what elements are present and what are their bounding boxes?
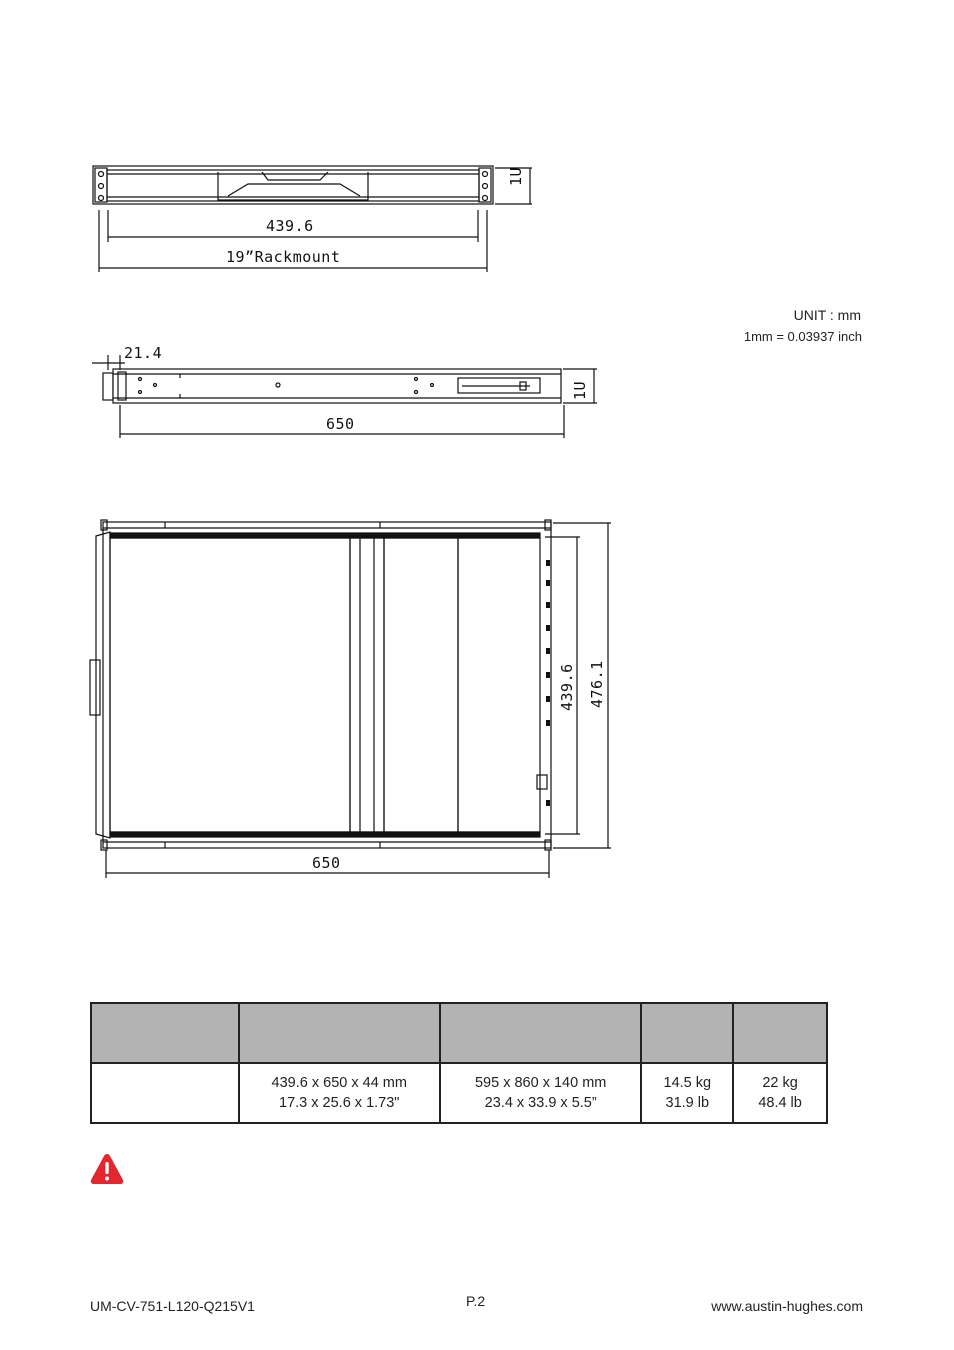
dimension-inch: 17.3 x 25.6 x 1.73" <box>279 1095 400 1111</box>
header-gross-weight <box>733 1003 827 1063</box>
top-depth-label: 650 <box>312 854 341 872</box>
cell-dimension <box>239 1063 440 1123</box>
cell-package <box>440 1063 641 1123</box>
header-package <box>440 1003 641 1063</box>
net-weight-kg: 14.5 kg <box>663 1075 712 1091</box>
top-outer-width-label: 476.1 <box>588 660 606 708</box>
side-depth-label: 650 <box>326 415 355 433</box>
warning-triangle-icon <box>89 1152 125 1186</box>
footer-doc-id: UM-CV-751-L120-Q215V1 <box>90 1298 255 1314</box>
package-mm: 595 x 860 x 140 mm <box>474 1075 607 1091</box>
gross-weight-lb: 48.4 lb <box>758 1095 802 1111</box>
cell-gross-weight <box>733 1063 827 1123</box>
header-model <box>91 1003 239 1063</box>
footer-page-number: P.2 <box>466 1293 486 1309</box>
gross-weight-kg: 22 kg <box>762 1075 798 1091</box>
table-row <box>91 1063 827 1123</box>
side-offset-label: 21.4 <box>124 344 163 362</box>
table-header-row <box>91 1003 827 1063</box>
top-inner-width-label: 439.6 <box>558 663 576 711</box>
front-width-label: 439.6 <box>266 217 314 235</box>
cell-net-weight <box>641 1063 733 1123</box>
unit-conversion: 1mm = 0.03937 inch <box>743 329 862 344</box>
package-inch: 23.4 x 33.9 x 5.5” <box>484 1095 597 1111</box>
top-view-drawing <box>90 520 611 878</box>
footer-website[interactable]: www.austin-hughes.com <box>711 1298 863 1314</box>
net-weight-lb: 31.9 lb <box>665 1095 710 1111</box>
front-rackmount-label: 19”Rackmount <box>226 248 341 266</box>
cell-model <box>91 1063 239 1123</box>
spec-table <box>90 1002 828 1124</box>
header-net-weight <box>641 1003 733 1063</box>
dimension-mm: 439.6 x 650 x 44 mm <box>271 1075 407 1091</box>
front-height-label: 1U <box>507 166 525 186</box>
side-height-label: 1U <box>571 380 589 400</box>
header-dimension <box>239 1003 440 1063</box>
unit-label: UNIT : mm <box>793 307 861 323</box>
